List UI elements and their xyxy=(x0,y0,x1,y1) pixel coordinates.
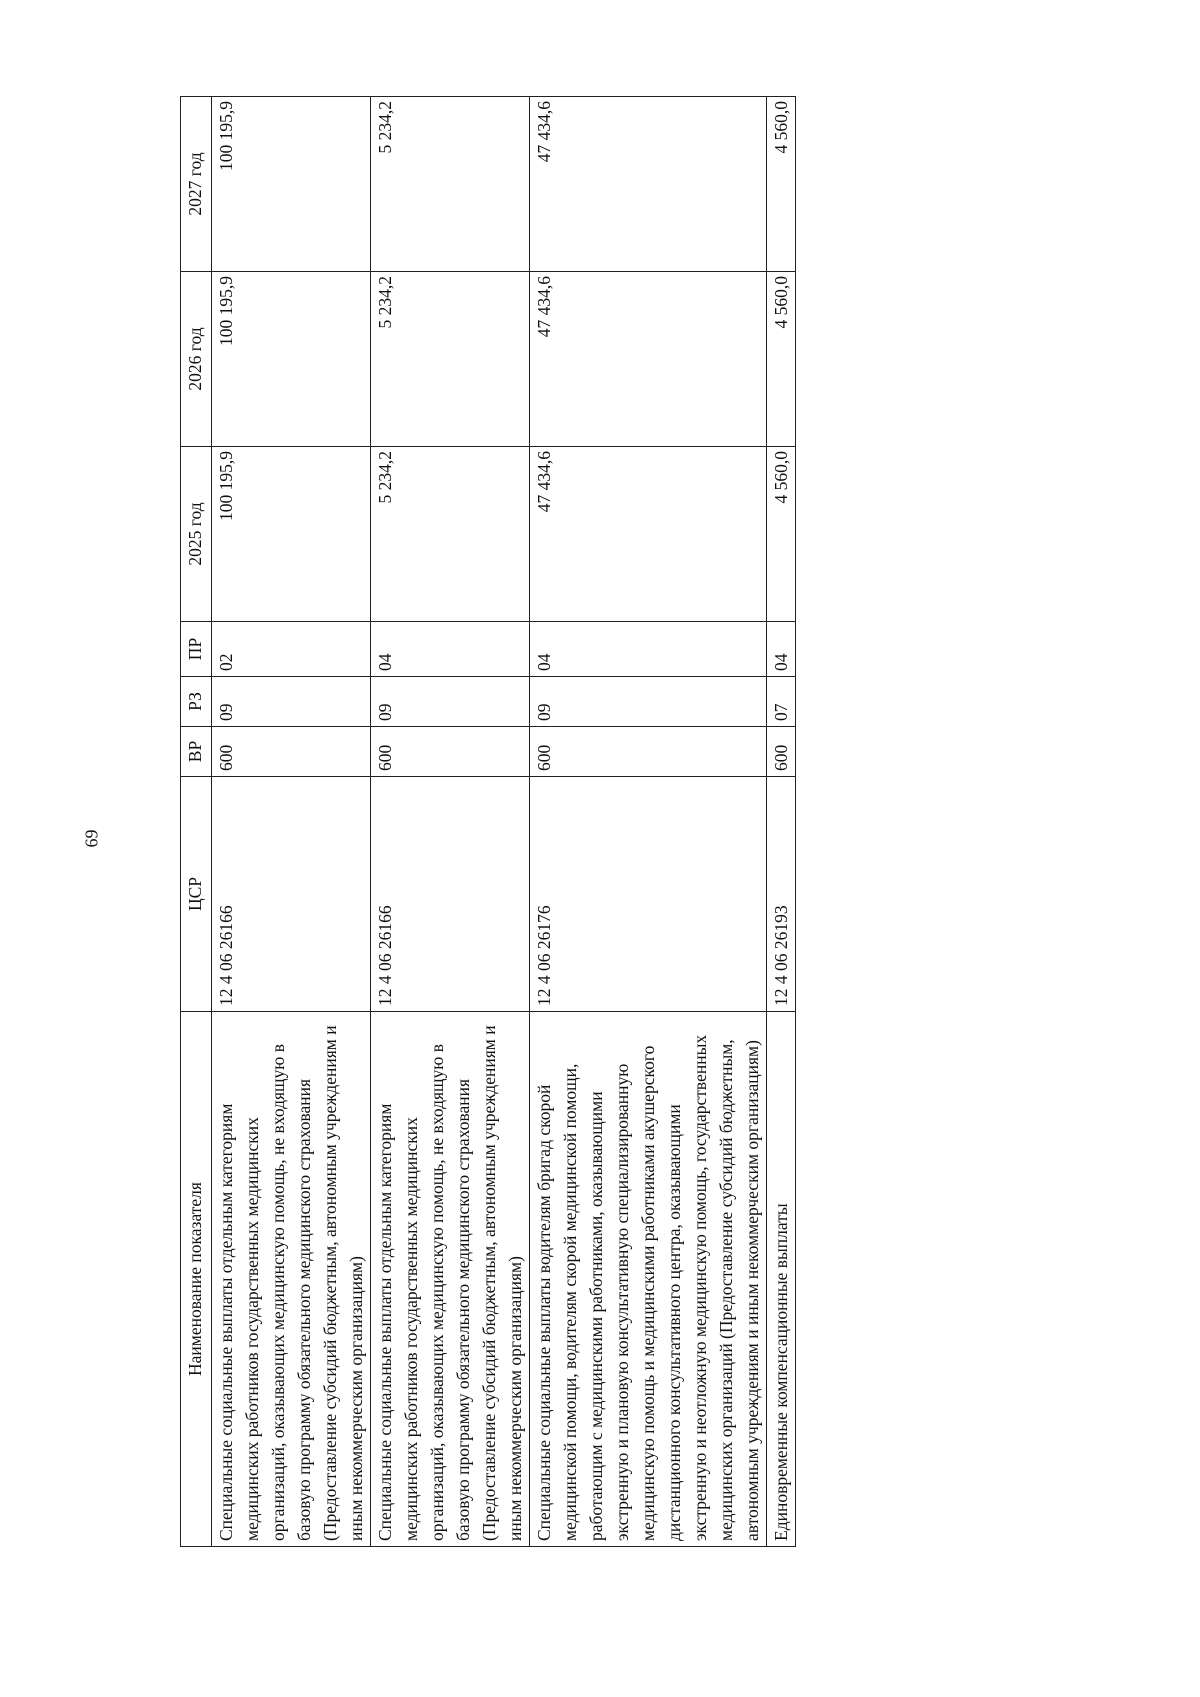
row-pr: 04 xyxy=(530,622,767,677)
header-rz: РЗ xyxy=(181,677,212,727)
header-name: Наименование показателя xyxy=(181,1012,212,1547)
row-rz: 09 xyxy=(212,677,371,727)
row-name: Специальные социальные выплаты отдельным категориям медицинских работников государственных медицинских организаций, оказывающих медицинскую помощь, не входящую в базовую программу обязательного медицинского страхования (Предоставление субсидий бюджетным, автономным учреждениям и иным некоммерческим организациям) xyxy=(371,1012,530,1547)
row-csr: 12 4 06 26166 xyxy=(212,777,371,1012)
row-csr: 12 4 06 26176 xyxy=(530,777,767,1012)
header-pr: ПР xyxy=(181,622,212,677)
row-name: Специальные социальные выплаты водителям бригад скорой медицинской помощи, водителям скорой медицинской помощи, работающим с медицинскими работниками, оказывающими экстренную и плановую консультативную специализированную медицинскую помощь и медицинскими работниками акушерского дистанционного консультативного центра, оказывающими экстренную и неотложную медицинскую помощь, государственных медицинских организаций (Предоставление субсидий бюджетным, автономным учреждениям и иным некоммерческим организациям) xyxy=(530,1012,767,1547)
row-2027: 47 434,6 xyxy=(530,97,767,272)
row-2026: 5 234,2 xyxy=(371,272,530,447)
row-vr: 600 xyxy=(371,727,530,777)
row-2026: 100 195,9 xyxy=(212,272,371,447)
row-pr: 04 xyxy=(371,622,530,677)
header-2027: 2027 год xyxy=(181,97,212,272)
table-row xyxy=(371,97,530,1547)
table-row xyxy=(212,97,371,1547)
row-2025: 4 560,0 xyxy=(767,447,796,622)
row-2026: 47 434,6 xyxy=(530,272,767,447)
row-rz: 07 xyxy=(767,677,796,727)
row-name: Единовременные компенсационные выплаты xyxy=(767,1012,796,1547)
table-header-row xyxy=(181,97,212,1547)
row-rz: 09 xyxy=(530,677,767,727)
budget-table-container xyxy=(180,97,1100,1547)
row-pr: 02 xyxy=(212,622,371,677)
row-csr: 12 4 06 26193 xyxy=(767,777,796,1012)
header-csr: ЦСР xyxy=(181,777,212,1012)
budget-table xyxy=(180,96,796,1547)
row-pr: 04 xyxy=(767,622,796,677)
header-2026: 2026 год xyxy=(181,272,212,447)
row-vr: 600 xyxy=(212,727,371,777)
row-2025: 100 195,9 xyxy=(212,447,371,622)
page-number: 69 xyxy=(81,829,102,847)
header-2025: 2025 год xyxy=(181,447,212,622)
row-vr: 600 xyxy=(767,727,796,777)
row-2027: 100 195,9 xyxy=(212,97,371,272)
row-2027: 4 560,0 xyxy=(767,97,796,272)
row-csr: 12 4 06 26166 xyxy=(371,777,530,1012)
table-row xyxy=(767,97,796,1547)
row-rz: 09 xyxy=(371,677,530,727)
header-vr: ВР xyxy=(181,727,212,777)
row-vr: 600 xyxy=(530,727,767,777)
row-2025: 47 434,6 xyxy=(530,447,767,622)
row-2026: 4 560,0 xyxy=(767,272,796,447)
row-name: Специальные социальные выплаты отдельным категориям медицинских работников государственных медицинских организаций, оказывающих медицинскую помощь, не входящую в базовую программу обязательного медицинского страхования (Предоставление субсидий бюджетным, автономным учреждениям и иным некоммерческим организациям) xyxy=(212,1012,371,1547)
row-2025: 5 234,2 xyxy=(371,447,530,622)
table-row xyxy=(530,97,767,1547)
row-2027: 5 234,2 xyxy=(371,97,530,272)
